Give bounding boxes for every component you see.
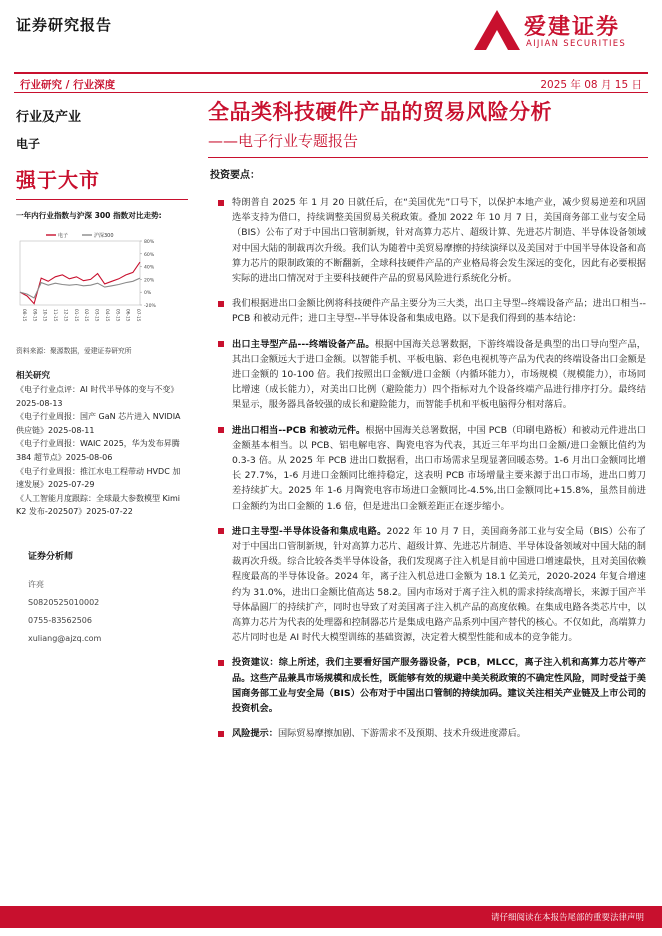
related-item-date: 384 超节点》2025-08-06 (16, 452, 113, 462)
legend-label: 沪深300 (94, 233, 114, 239)
paragraph-balanced: 进出口相当--PCB 和被动元件。根据中国海关总署数据，中国 PCB（印刷电路板）和被动元件进出口金额基本相当。以 PCB、铝电解电容、陶瓷电容为代表，其近三年平均出口金额/进口金额比值约为 0.3-3 倍。从 2025 年 PCB 进出口数据看，出口市场需求呈现显著回暖态势。1-6 月出口金额同比增长 27.7%，1-6 月进口金额同比维持稳定，这表明 PCB 市场增量主要来源于出口市场，进出口剪刀差持续扩大。2025 年 1-6 月陶瓷电容市场进口金额同比-4.5%,出口金额同比+15.8%，虽然目前进口金额约为出口金额的 1.6 倍，但是进出口金额差距正在逐步缩小。 (210, 423, 646, 514)
rating-badge: 强于大市 (16, 168, 100, 192)
x-tick-label: 05-15 (114, 309, 120, 322)
bullet-icon (218, 200, 224, 206)
logo-mark-icon (472, 8, 522, 52)
chart-title: 一年内行业指数与沪深 300 指数对比走势: (16, 211, 162, 220)
paragraph-background: 特朗普自 2025 年 1 月 20 日就任后，在“美国优先”口号下，以保护本地产业，减少贸易逆差和巩固选举支持为借口，持续调整美国贸易关税政策。叠加 2022 年 10 月 7 日，美国商务部工业与安全局（BIS）公布了对于中国出口管制新规，针对高算力芯片、超级计算、先进芯片制造、半导体设备领域对中国大陆的制裁再次升级。我们认为随着中美贸易摩擦的持续演绎以及美国对于中国半导体设备和高算力芯片的限制政策的不断翻新，全球科技硬件产品的产业格局将会发生深远的变化，因此有必要根据实际的进出口情况对于主要科技硬件产品的贸易风险进行系统化分析。 (210, 195, 646, 286)
related-item[interactable]: 《电子行业周报：推江水电工程带动 HVDC 加 (16, 466, 181, 476)
index-comparison-chart (16, 229, 184, 337)
x-tick-label: 11-15 (52, 309, 58, 322)
paragraph-investment-advice: 投资建议：综上所述，我们主要看好国产服务器设备，PCB，MLCC，离子注入机和高算力芯片等产品。这些产品兼具市场规模和成长性，既能够有效的规避中美关税政策的不确定性风险，同时受益于美国商务部工业与安全局（BIS）公布对于中国出口管制的持续加码。建议关注相关产业链及上市公司的投资机会。 (210, 655, 646, 716)
x-tick-label: 09-15 (31, 309, 37, 322)
related-item-date: 供应链》2025-08-11 (16, 425, 95, 435)
paragraph-import-led: 进口主导型-半导体设备和集成电路。2022 年 10 月 7 日，美国商务部工业与安全局（BIS）公布了对于中国出口管制新规，针对高算力芯片、超级计算、先进芯片制造、半导体设备领域对中国大陆的制裁再次升级。综合比较各类半导体设备，我们发现离子注入机是目前中国进口增速最快，且对美国依赖程度最高的半导体设备。2024 年，离子注入机总进口金额为 18.1 亿美元，2020-2024 年复合增速约为 31.0%，进出口金额比值高达 58.2。国内市场对于离子注入机的需求持续高增长，来源于国产半导体晶圆厂的持续扩产，同时也导致了对美国离子注入机产品的高度依赖。在集成电路各类芯片中，以高算力芯片为代表的处理器和控制器芯片是集成电路产品系列中国产替代的核心。不仅如此，高端算力芯片同时也是 AI 时代大模型训练的基础资源，决定着大模型性能和成本的竞争能力。 (210, 524, 646, 646)
chart-plot-frame (20, 241, 140, 305)
paragraph-export-led: 出口主导型产品---终端设备产品。根据中国海关总署数据，下游终端设备是典型的出口导向型产品，其出口金额远大于进口金额。以智能手机、平板电脑、彩色电视机等产品为代表的终端设备出口金额是进口金额的 10-100 倍。我们按照出口金额/进口金额（内循环能力），市场规模（规模能力），市场同比增速（成长能力），对美出口比例（避险能力）四个指标对九个设备终端产品进行排序打分。最终结果显示，服务器具备较强的成长和避险能力，而智能手机和平板电脑得分相对落后。 (210, 337, 646, 413)
series-line-electronics (20, 262, 140, 304)
y-tick-label: 60% (144, 252, 155, 258)
legend-label: 电子 (58, 233, 69, 239)
y-tick-label: -20% (144, 304, 156, 309)
bullet-icon (218, 528, 224, 534)
x-tick-label: 12-15 (62, 309, 68, 322)
x-tick-label: 06-15 (124, 309, 130, 322)
related-research-title: 相关研究 (16, 371, 51, 381)
related-item-date: K2 发布-202507》2025-07-22 (16, 507, 133, 517)
y-tick-label: 80% (144, 240, 155, 245)
bullet-icon (218, 341, 224, 347)
company-logo (472, 8, 652, 54)
paragraph-risk-warning: 风险提示：国际贸易摩擦加剧、下游需求不及预期、技术升级进度滞后。 (210, 726, 646, 741)
industry-name: 电子 (16, 137, 41, 151)
rating-divider (16, 199, 188, 200)
page-subtitle: ——电子行业专题报告 (208, 132, 359, 150)
related-item[interactable]: 《电子行业周报：WAIC 2025，华为发布昇腾 (16, 439, 180, 449)
related-item[interactable]: 《电子行业点评：AI 时代半导体的变与不变》 (16, 385, 179, 394)
summary-label: 投资要点： (210, 170, 260, 181)
y-tick-label: 20% (144, 278, 155, 284)
related-item[interactable]: 《电子行业周报：国产 GaN 芯片进入 NVIDIA (16, 412, 181, 422)
related-item[interactable]: 《人工智能月度跟踪：全球最大参数模型 Kimi (16, 493, 181, 503)
logo-cn-text: 爱建证券 (524, 15, 621, 40)
analyst-title: 证券分析师 (28, 551, 74, 562)
sidebar (16, 106, 194, 648)
breadcrumb: 行业研究 / 行业深度 (20, 79, 116, 91)
analyst-license: S0820525010002 (28, 597, 100, 607)
page-title: 全品类科技硬件产品的贸易风险分析 (208, 100, 552, 124)
paragraph-classification: 我们根据进出口金额比例将科技硬件产品主要分为三大类，出口主导型--终端设备产品；进出口相当--PCB 和被动元件；进口主导型--半导体设备和集成电路。以下是我们得到的基本结论： (210, 296, 646, 326)
category-bar (14, 72, 648, 93)
analyst-email[interactable]: xuliang@ajzq.com (28, 633, 102, 643)
x-tick-label: 03-15 (93, 309, 99, 322)
main-content (210, 166, 646, 742)
industry-label: 行业及产业 (16, 110, 82, 125)
report-type-label: 证券研究报告 (16, 16, 113, 34)
chart-source: 资料来源：聚源数据，爱建证券研究所 (16, 347, 132, 355)
legal-notice-link[interactable]: 请仔细阅读在本报告尾部的重要法律声明 (490, 913, 644, 923)
chart-svg (16, 229, 184, 337)
bullet-icon (218, 301, 224, 307)
logo-en-text: AIJIAN SECURITIES (526, 39, 627, 49)
x-tick-label: 07-15 (135, 309, 140, 322)
bullet-icon (218, 427, 224, 433)
x-tick-label: 08-15 (21, 309, 26, 322)
footer-bar (0, 906, 662, 928)
related-item-date: 2025-08-13 (16, 398, 63, 408)
analyst-phone: 0755-83562506 (28, 615, 92, 625)
report-date: 2025 年 08 月 15 日 (540, 79, 642, 91)
title-divider (208, 157, 648, 158)
x-tick-label: 02-15 (83, 309, 89, 322)
bullet-icon (218, 660, 224, 666)
related-item-date: 速发展》2025-07-29 (16, 480, 95, 490)
related-research-list (16, 383, 194, 519)
x-tick-label: 04-15 (103, 309, 109, 322)
x-tick-label: 01-15 (72, 309, 78, 322)
y-tick-label: 0% (144, 291, 152, 297)
analyst-name: 许亮 (28, 579, 44, 589)
bullet-icon (218, 731, 224, 737)
x-tick-label: 10-15 (41, 309, 47, 322)
analyst-info (16, 576, 194, 648)
y-tick-label: 40% (144, 265, 155, 271)
